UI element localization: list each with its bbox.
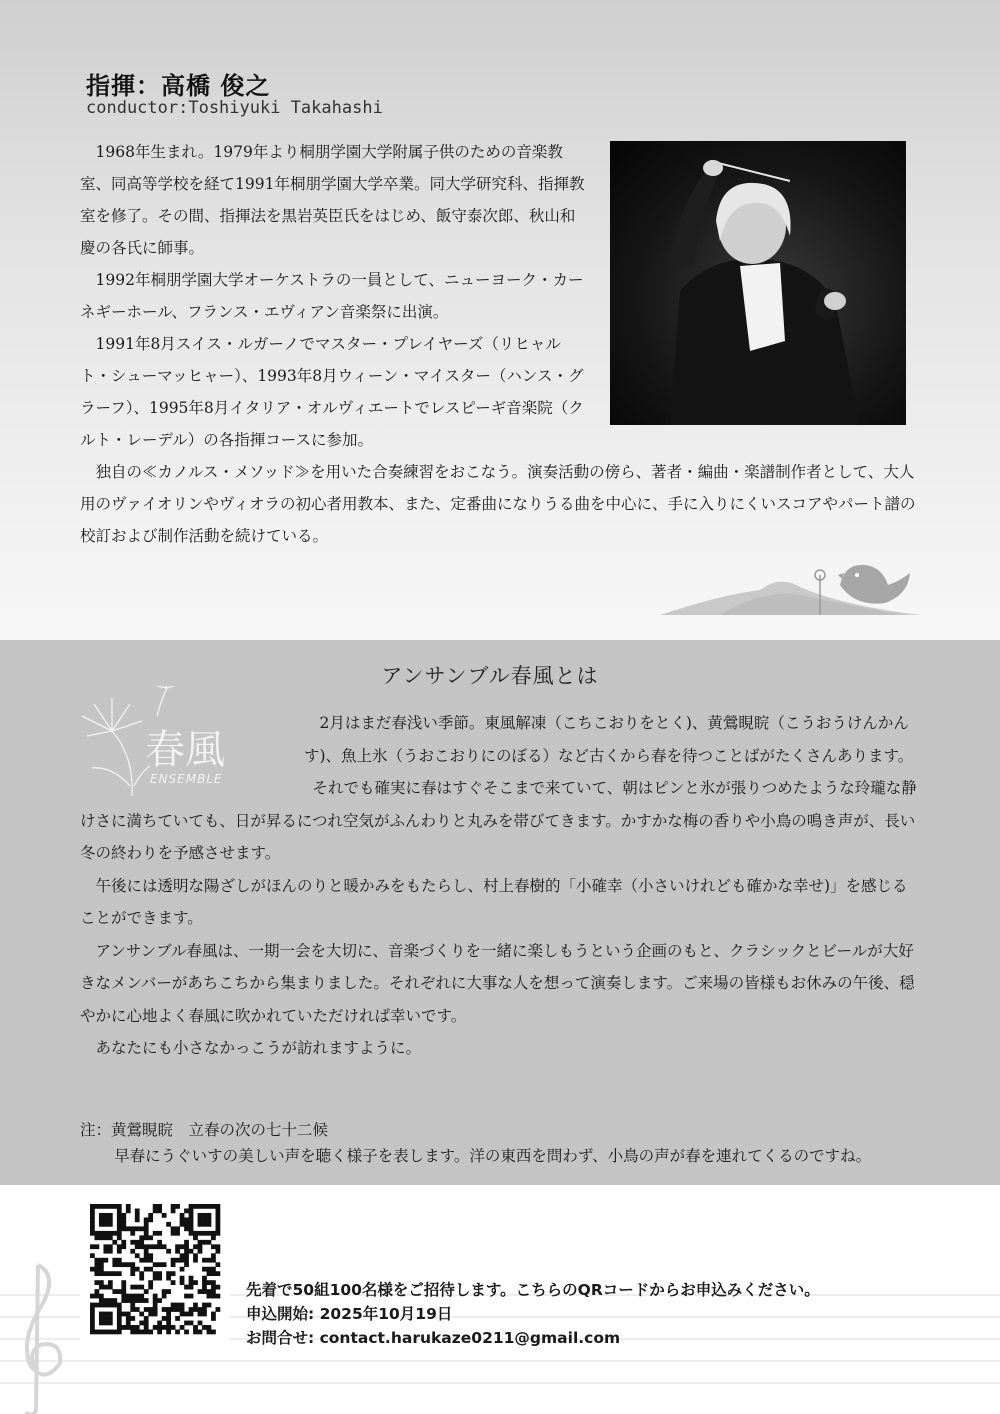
ensemble-paragraph: あなたにも小さなかっこうが訪れますように。 <box>95 1039 422 1057</box>
ensemble-heading: アンサンブル春風とは <box>381 664 599 688</box>
bio-paragraph: 1991年8月スイス・ルガーノでマスター・プレイヤーズ（リヒャルト・シューマッヒャー）、1993年8月ウィーン・マイスター（ハンス・グラーフ）、1995年8月イタリア・オルヴィエートでレスピーギ音楽院（クルト・レーデル）の各指揮コースに参加。 <box>80 335 584 449</box>
ensemble-paragraph: 午後には透明な陽ざしがほんのりと暖かみをもたらし、村上春樹的「小確幸（小さいけれども確かな幸せ)」を感じることができます。 <box>80 876 908 927</box>
note-body: 早春にうぐいすの美しい声を聴く様子を表します。洋の東西を問わず、小鳥の声が春を連れてくるのですね。 <box>114 1147 872 1165</box>
conductor-bio <box>80 136 920 552</box>
contact-email[interactable]: お問合せ: contact.harukaze0211@gmail.com <box>246 1329 621 1347</box>
ensemble-text <box>80 707 920 1065</box>
invite-text: 先着で50組100名様をご招待します。こちらのQRコードからお申込みください。 <box>246 1281 820 1299</box>
qr-code[interactable] <box>80 1194 230 1344</box>
info-block <box>246 1278 820 1350</box>
ensemble-paragraph: 2月はまだ春浅い季節。東風解凍（こちこおりをとく)、黄鶯睍睆（こうおうけんかんす)、魚上氷（うおこおりにのぼる）など古くから春を待つことばがたくさんあります。 <box>304 714 914 765</box>
logo-text: ENSEMBLE <box>150 772 223 786</box>
note <box>80 1117 960 1169</box>
start-date: 申込開始: 2025年10月19日 <box>246 1305 453 1323</box>
ensemble-paragraph: アンサンブル春風は、一期一会を大切に、音楽づくりを一緒に楽しもうという企画のもと、クラシックとビールが大好きなメンバーがあちこちから集まりました。それぞれに大事な人を想って演奏します。ご来場の皆様もお休みの午後、穏やかに心地よく春風に吹かれていただければ幸いです。 <box>80 941 915 1025</box>
bio-paragraph: 1992年桐朋学園大学オーケストラの一員として、ニューヨーク・カーネギーホール、フランス・エヴィアン音楽祭に出演。 <box>80 271 584 321</box>
bio-paragraph: 独自の≪カノルス・メソッド≫を用いた合奏練習をおこなう。演奏活動の傍ら、著者・編曲・楽譜制作者として、大人用のヴァイオリンやヴィオラの初心者用教本、また、定番曲になりうる曲を中心に、手に入りにくいスコアやパート譜の校訂および制作活動を続けている。 <box>80 463 916 545</box>
bio-paragraph: 1968年生まれ。1979年より桐朋学園大学附属子供のための音楽教室、同高等学校を経て1991年桐朋学園大学卒業。同大学研究科、指揮教室を修了。その間、指揮法を黒岩英臣氏をはじめ、飯守泰次郎、秋山和慶の各氏に師事。 <box>80 143 585 257</box>
note-title: 注：黄鶯睍睆 立春の次の七十二候 <box>80 1121 329 1139</box>
conductor-title: 指揮：高橋 俊之 <box>86 72 271 100</box>
conductor-title-en: conductor:Toshiyuki Takahashi <box>86 98 383 118</box>
ensemble-paragraph: それでも確実に春はすぐそこまで来ていて、朝はピンと氷が張りつめたような玲瓏な静けさに満ちていても、日が昇るにつれ空気がふんわりと丸みを帯びてきます。かすかな梅の香りや小鳥の鳴き声が、長い冬の終わりを予感させます。 <box>80 779 917 862</box>
logo-kanji: 春風 <box>145 727 225 773</box>
bird-icon <box>660 545 920 620</box>
